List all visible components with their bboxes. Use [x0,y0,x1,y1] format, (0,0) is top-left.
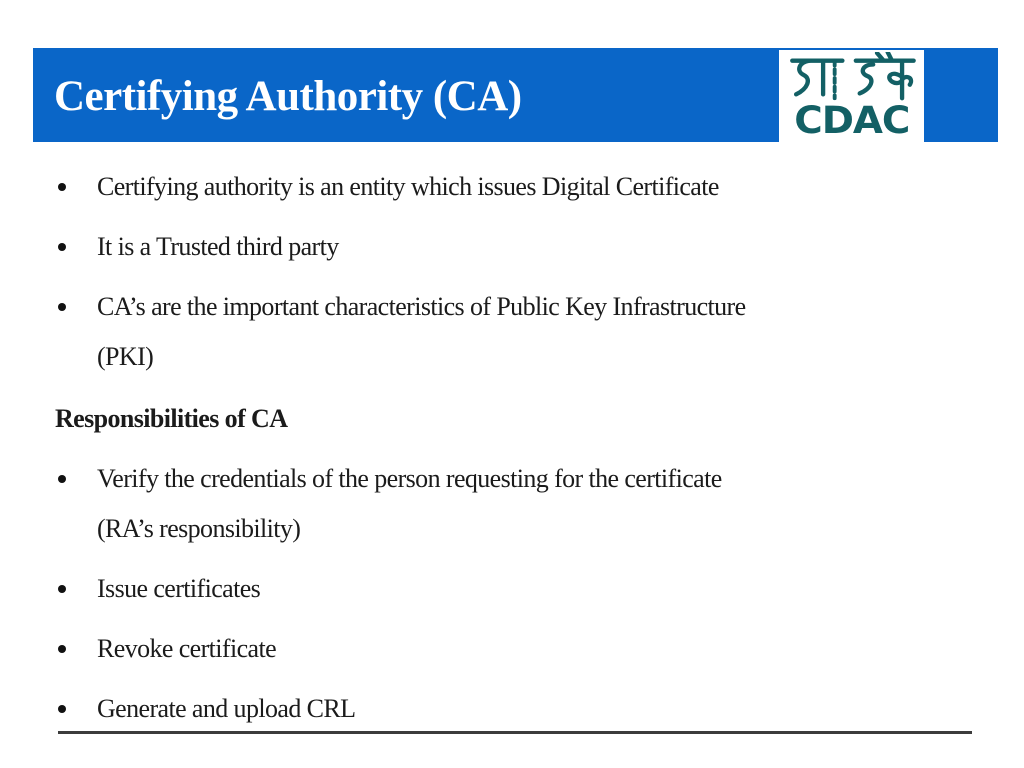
bullet-item [55,454,1000,554]
cdac-logo-wordmark: CDAC [793,99,910,142]
text-line: (RA’s responsibility) [97,514,301,543]
bullet-marker-icon [58,645,66,653]
text-line: Verify the credentials of the person requesting for the certificate [97,464,722,493]
text-line: CA’s are the important characteristics of Public Key Infrastructure [97,292,746,321]
bullet-item [55,564,1000,614]
bullet-item [55,222,1000,272]
text-line: Generate and upload CRL [97,694,356,723]
bullet-marker-icon [58,303,66,311]
cdac-logo [779,50,924,150]
text-line: Issue certificates [97,574,261,603]
text-line: Responsibilities of CA [55,404,288,433]
slide-content [55,162,1000,744]
bullet-marker-icon [58,585,66,593]
bullet-item [55,162,1000,212]
bullet-marker-icon [58,243,66,251]
bullet-marker-icon [58,705,66,713]
bullet-item [55,624,1000,674]
text-line: Revoke certificate [97,634,277,663]
footer-divider [58,731,972,734]
section-heading [55,394,1000,444]
bullet-marker-icon [58,475,66,483]
bullet-marker-icon [58,183,66,191]
cdac-logo-devanagari-icon [784,52,920,104]
bullet-item [55,282,1000,382]
text-line: It is a Trusted third party [97,232,339,261]
text-line: Certifying authority is an entity which issues Digital Certificate [97,172,719,201]
slide-title: Certifying Authority (CA) [54,72,522,120]
text-line: (PKI) [97,342,154,371]
bullet-item [55,684,1000,734]
